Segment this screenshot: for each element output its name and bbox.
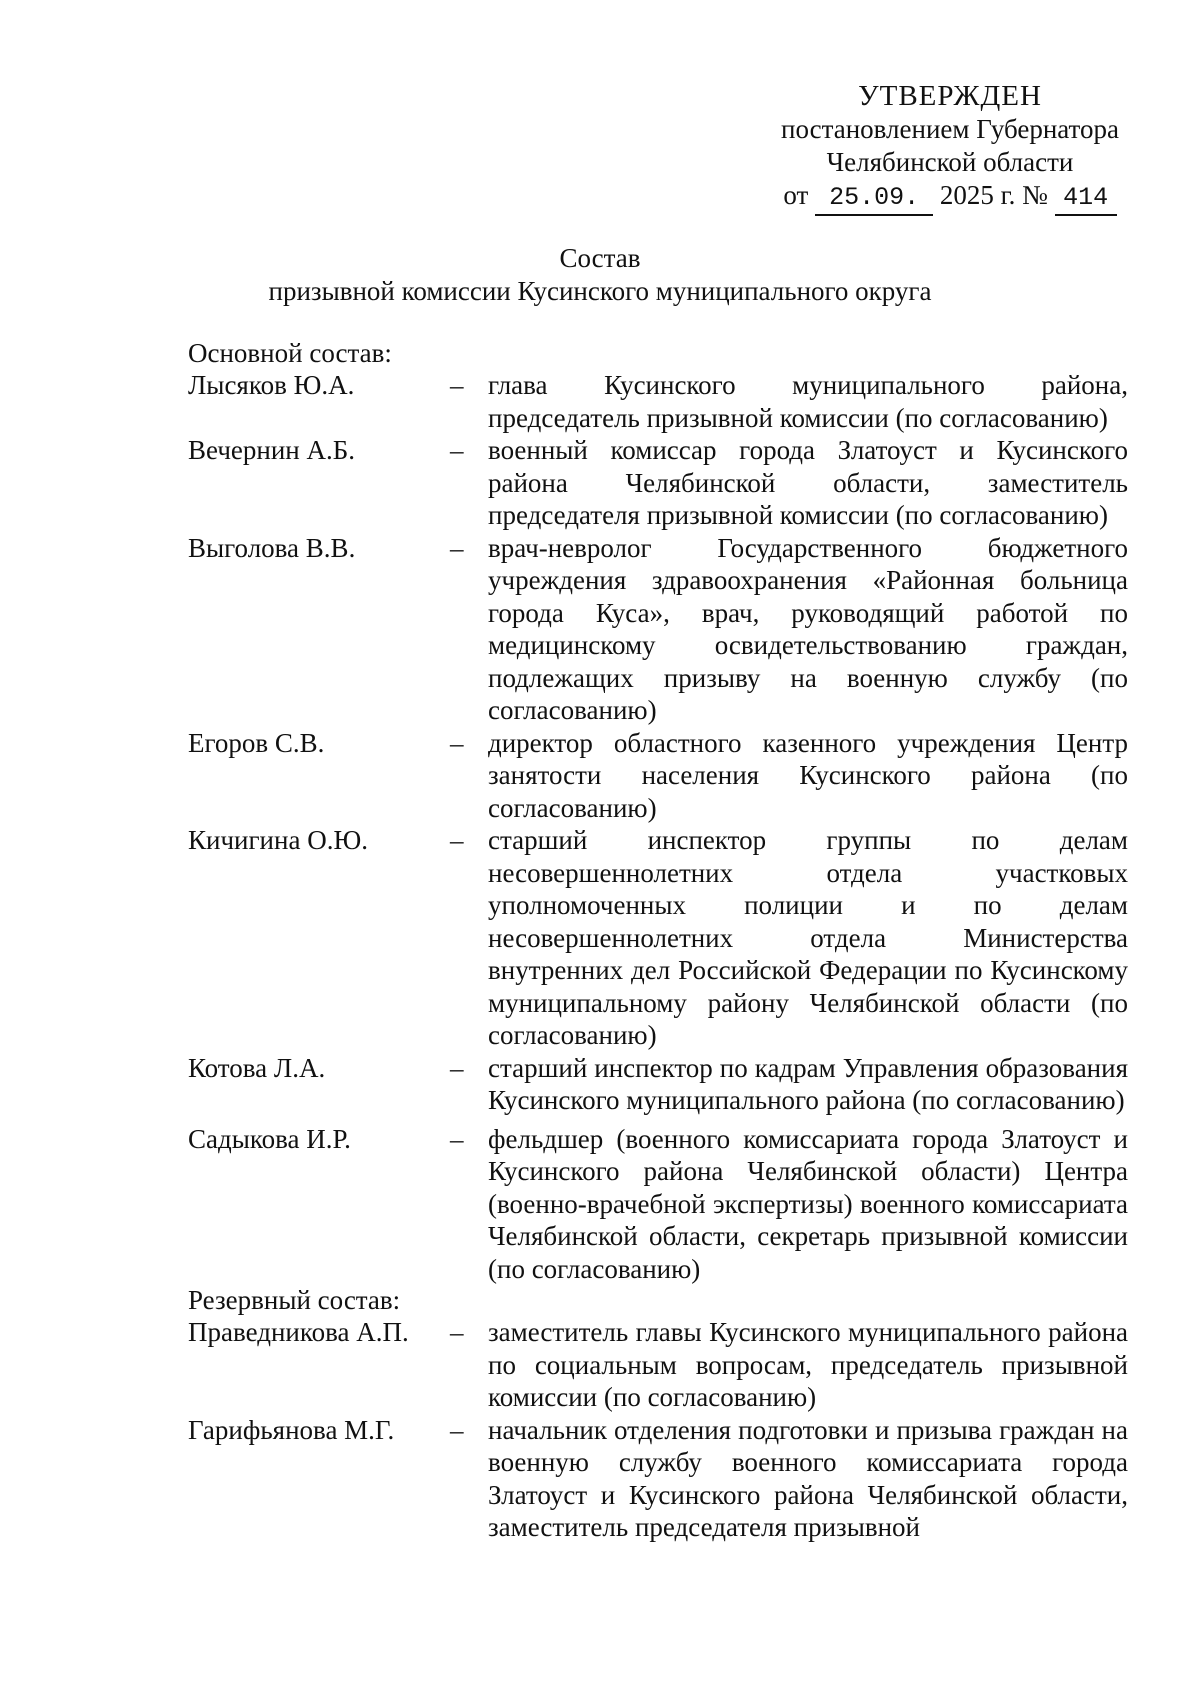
member-row xyxy=(188,1414,1128,1544)
heading-line1: Состав xyxy=(559,243,641,273)
member-dash: – xyxy=(450,532,464,563)
member-name: Выголова В.В. xyxy=(188,532,356,563)
commission-list xyxy=(188,338,1128,1544)
approval-date-line xyxy=(740,179,1160,216)
main-section-title: Основной состав: xyxy=(188,338,392,368)
member-position: военный комиссар города Златоуст и Кусинского района Челябинской области, заместитель председателя призывной комиссии (по согласованию) xyxy=(488,435,1128,530)
member-row xyxy=(188,369,1128,434)
member-row xyxy=(188,532,1128,727)
member-row xyxy=(188,1052,1128,1117)
date-value: 25.09. xyxy=(815,181,933,216)
heading-line2: призывной комиссии Кусинского муниципального округа xyxy=(268,276,932,306)
member-name: Лысяков Ю.А. xyxy=(188,370,355,400)
member-dash: – xyxy=(450,1052,464,1083)
member-position: врач-невролог Государственного бюджетного учреждения здравоохранения «Районная больница города Куса», врач, руководящий работой по медицинскому освидетельствованию граждан, подлежащих призыву на военную службу (по согласованию) xyxy=(488,532,1128,725)
member-position: фельдшер (военного комиссариата города Златоуст и Кусинского района Челябинской области) Центра (военно-врачебной экспертизы) военного комиссариата Челябинской области, секретарь призывной комиссии (по согласованию) xyxy=(488,1123,1128,1284)
member-dash: – xyxy=(450,825,464,855)
number-sign: № xyxy=(1022,180,1048,210)
date-prefix: от xyxy=(783,180,809,210)
member-name: Садыкова И.Р. xyxy=(188,1123,351,1154)
member-position: старший инспектор группы по делам несовершеннолетних отдела участковых уполномоченных полиции и по делам несовершеннолетних отдела Министерства внутренних дел Российской Федерации по Кусинскому муниципальному району Челябинской области (по согласованию) xyxy=(488,825,1128,1050)
member-position: старший инспектор по кадрам Управления образования Кусинского муниципального района (по согласованию) xyxy=(488,1052,1128,1115)
member-name: Вечернин А.Б. xyxy=(188,435,355,465)
member-row xyxy=(188,1123,1128,1286)
reserve-section-title: Резервный состав: xyxy=(188,1285,401,1315)
member-name: Праведникова А.П. xyxy=(188,1317,409,1347)
member-position: глава Кусинского муниципального района, председатель призывной комиссии (по согласованию) xyxy=(488,370,1128,433)
member-dash: – xyxy=(450,435,464,465)
document-heading xyxy=(0,242,1200,308)
member-dash: – xyxy=(450,1123,464,1154)
member-row xyxy=(188,824,1128,1052)
member-dash: – xyxy=(450,1414,464,1445)
approval-line1: постановлением Губернатора xyxy=(781,114,1119,144)
member-dash: – xyxy=(450,370,464,400)
member-position: директор областного казенного учреждения Центр занятости населения Кусинского района (по согласованию) xyxy=(488,727,1128,823)
member-name: Кичигина О.Ю. xyxy=(188,825,368,855)
number-value: 414 xyxy=(1055,181,1117,216)
member-position: заместитель главы Кусинского муниципального района по социальным вопросам, председатель призывной комиссии (по согласованию) xyxy=(488,1317,1128,1412)
member-name: Гарифьянова М.Г. xyxy=(188,1414,395,1445)
approval-line2: Челябинской области xyxy=(826,147,1074,177)
member-row xyxy=(188,1316,1128,1414)
date-year: 2025 г. xyxy=(939,180,1016,210)
member-position: начальник отделения подготовки и призыва граждан на военную службу военного комиссариата города Златоуст и Кусинского района Челябинской области, заместитель председателя призывной xyxy=(488,1414,1128,1542)
approval-title: УТВЕРЖДЕН xyxy=(858,80,1042,112)
member-dash: – xyxy=(450,727,464,758)
member-row xyxy=(188,727,1128,825)
member-dash: – xyxy=(450,1317,464,1347)
member-row xyxy=(188,434,1128,532)
approval-block xyxy=(740,80,1160,216)
member-name: Егоров С.В. xyxy=(188,727,325,758)
member-name: Котова Л.А. xyxy=(188,1052,326,1083)
